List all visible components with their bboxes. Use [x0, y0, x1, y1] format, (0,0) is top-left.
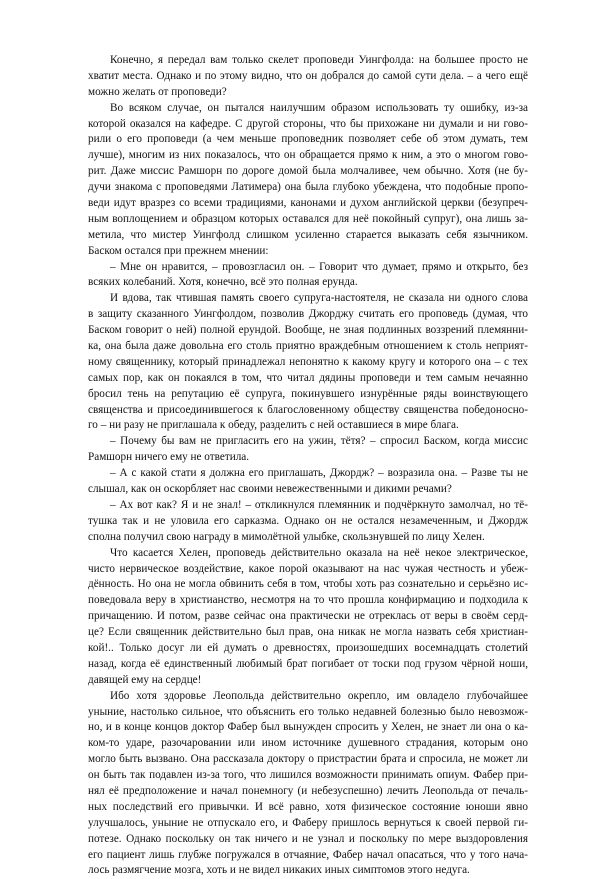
text-line: он быть так подавлен из-за того, что лишился возможности принимать опиум. Фабер при- [88, 769, 528, 782]
text-line: – Почему бы вам не пригласить его на ужин, тётя? – спросил Баском, когда миссис [110, 435, 528, 448]
text-line: самых пор, как он покаялся в том, что читал дядины проповеди и тем самым нечаянно [88, 371, 528, 384]
text-line: причащению. И потом, разве сейчас она практически не отреклась от веры в своём серд- [88, 610, 528, 623]
text-line: веди идут вразрез со всеми традициями, канонами и духом английской церкви (безупреч- [88, 197, 528, 210]
text-line: – Ах вот как? Я и не знал! – откликнулся племянник и подчёркнуто замолчал, но тё- [110, 498, 528, 511]
text-line: чисто нервическое воздействие, какое порой оказывают на нас чужая честность и убеж- [88, 562, 528, 575]
text-line: кой!.. Только досуг ли ей думать о древностях, произошедших восемнадцать столетий [88, 641, 528, 654]
text-line: могло быть вызвано. Она рассказала доктору о пристрастии брата и спросила, не может ли [88, 753, 528, 766]
text-line: Что касается Хелен, проповедь действительно оказала на неё некое электрическое, [110, 546, 528, 559]
text-line: но, и в конце концов доктор Фабер был вынужден спросить у Хелен, не знает ли она о ка- [88, 721, 528, 734]
text-line: всяких колебаний. Хотя, конечно, всё это полная ерунда. [88, 276, 358, 289]
text-line: которой оказался на кафедре. С другой стороны, что бы прихожане ни думали и ни гово- [88, 117, 528, 130]
text-line: поведовала веру в христианство, несмотря на то что прошла конфирмацию и подходила к [88, 594, 528, 607]
text-line: рит. Даже миссис Рамшорн по дороге домой была молчаливее, чем обычно. Хотя (не бу- [88, 165, 528, 178]
text-line: ному священнику, который принадлежал непонятно к какому кругу и которого она – с тех [88, 355, 528, 368]
text-line: в защиту сказанного Уингфолдом, позволив Джорджу считать его проповедь (думая, что [88, 308, 528, 321]
text-line: ным воплощением и образцом которых оставался для неё покойный супруг), она лишь за- [88, 212, 528, 225]
text-line: потезе. Однако поскольку он так ничего и не узнал и поскольку по мере выздоровления [88, 832, 528, 845]
text-line: уныние, настолько сильное, что объяснить его только недавней болезнью было невозмож- [88, 705, 528, 718]
text-line: ком-то ударе, разочаровании или ином источнике душевного страдания, которым оно [88, 737, 528, 750]
text-line: – Мне он нравится, – провозгласил он. – Говорит что думает, прямо и открыто, без [110, 260, 528, 273]
text-line: священства и присоединившегося к благословенному обществу священства победоносно- [88, 403, 528, 416]
text-line: метила, что мистер Уингфолд слишком усиленно старается выказать себя язычником. [88, 228, 528, 241]
text-line: це? Если священник действительно был прав, она никак не могла назвать себя христиан- [88, 626, 528, 639]
text-line: дучи знакома с проповедями Латимера) она была глубоко убеждена, что подобные пропо- [88, 181, 528, 194]
text-line: сполна получил свою награду в мимолётной улыбке, скользнувшей по лицу Хелен. [88, 530, 485, 543]
text-line: ка, она была даже довольна его столь приятно враждебным отношением к столь неприят- [88, 340, 528, 353]
text-line: Баском остался при прежнем мнении: [88, 244, 269, 257]
text-line: тушка так и не уловила его сарказма. Однако он не остался незамеченным, и Джордж [88, 514, 528, 527]
text-line: давящей ему на сердце! [88, 673, 202, 686]
text-line: хватит места. Однако и по этому видно, что он добрался до самой сути дела. – а чего ещё [88, 69, 528, 82]
text-line: рили о его проповеди (а чем меньше проповедник позволяет себе об этом думать, тем [88, 133, 528, 146]
text-line: лось размягчение мозга, хоть и не видел никаких иных симптомов этого недуга. [88, 864, 470, 877]
text-line: Ибо хотя здоровье Леопольда действительно окрепло, им овладело глубочайшее [110, 689, 528, 702]
text-line: Конечно, я передал вам только скелет проповеди Уингфолда: на большее просто не [110, 54, 528, 66]
text-line: Баском говорит о ней) полной ерундой. Вообще, не зная подлинных воззрений племянни- [88, 324, 528, 337]
text-line: го – ни разу не приглашала к обеду, разделить с ней оставшиеся в мире блага. [88, 419, 459, 432]
text-line: его пациент лишь глубже погружался в отчаяние, Фабер начал опасаться, что у того нача- [88, 848, 528, 861]
text-line: назад, когда её единственный любимый брат погибает от тоски под грузом чёрной ноши, [88, 657, 528, 670]
text-line: нял её предположение и начал понемногу (и небезуспешно) лечить Леопольда от печаль- [88, 784, 528, 797]
text-line: лучше), многим из них показалось, что он обращается прямо к ним, а это о многом гово- [88, 149, 528, 162]
text-line: Во всяком случае, он пытался наилучшим образом использовать ту ошибку, из-за [110, 101, 528, 114]
text-line: дённость. Но она не могла обвинить себя в том, чтобы хоть раз сознательно и серьёзно ис- [88, 578, 528, 591]
document-page [88, 53, 528, 879]
text-line: ных последствий его привычки. И всё равно, хотя физическое состояние юноши явно [88, 800, 528, 813]
text-line: слышал, как он оскорбляет нас своими невежественными и дикими речами? [88, 483, 452, 496]
text-line: И вдова, так чтившая память своего супруга-настоятеля, не сказала ни одного слова [110, 292, 528, 305]
text-line: Рамшорн ничего ему не ответила. [88, 451, 250, 464]
text-line: – А с какой стати я должна его приглашать, Джордж? – возразила она. – Разве ты не [110, 467, 528, 480]
text-line: можно желать от проповеди? [88, 85, 227, 98]
text-line: улучшалось, уныние не отпускало его, и Фаберу пришлось вернуться к своей первой ги- [88, 816, 528, 829]
text-line: бросил тень на репутацию её супруга, покинувшего изнурённые ряды воинствующего [88, 387, 528, 400]
